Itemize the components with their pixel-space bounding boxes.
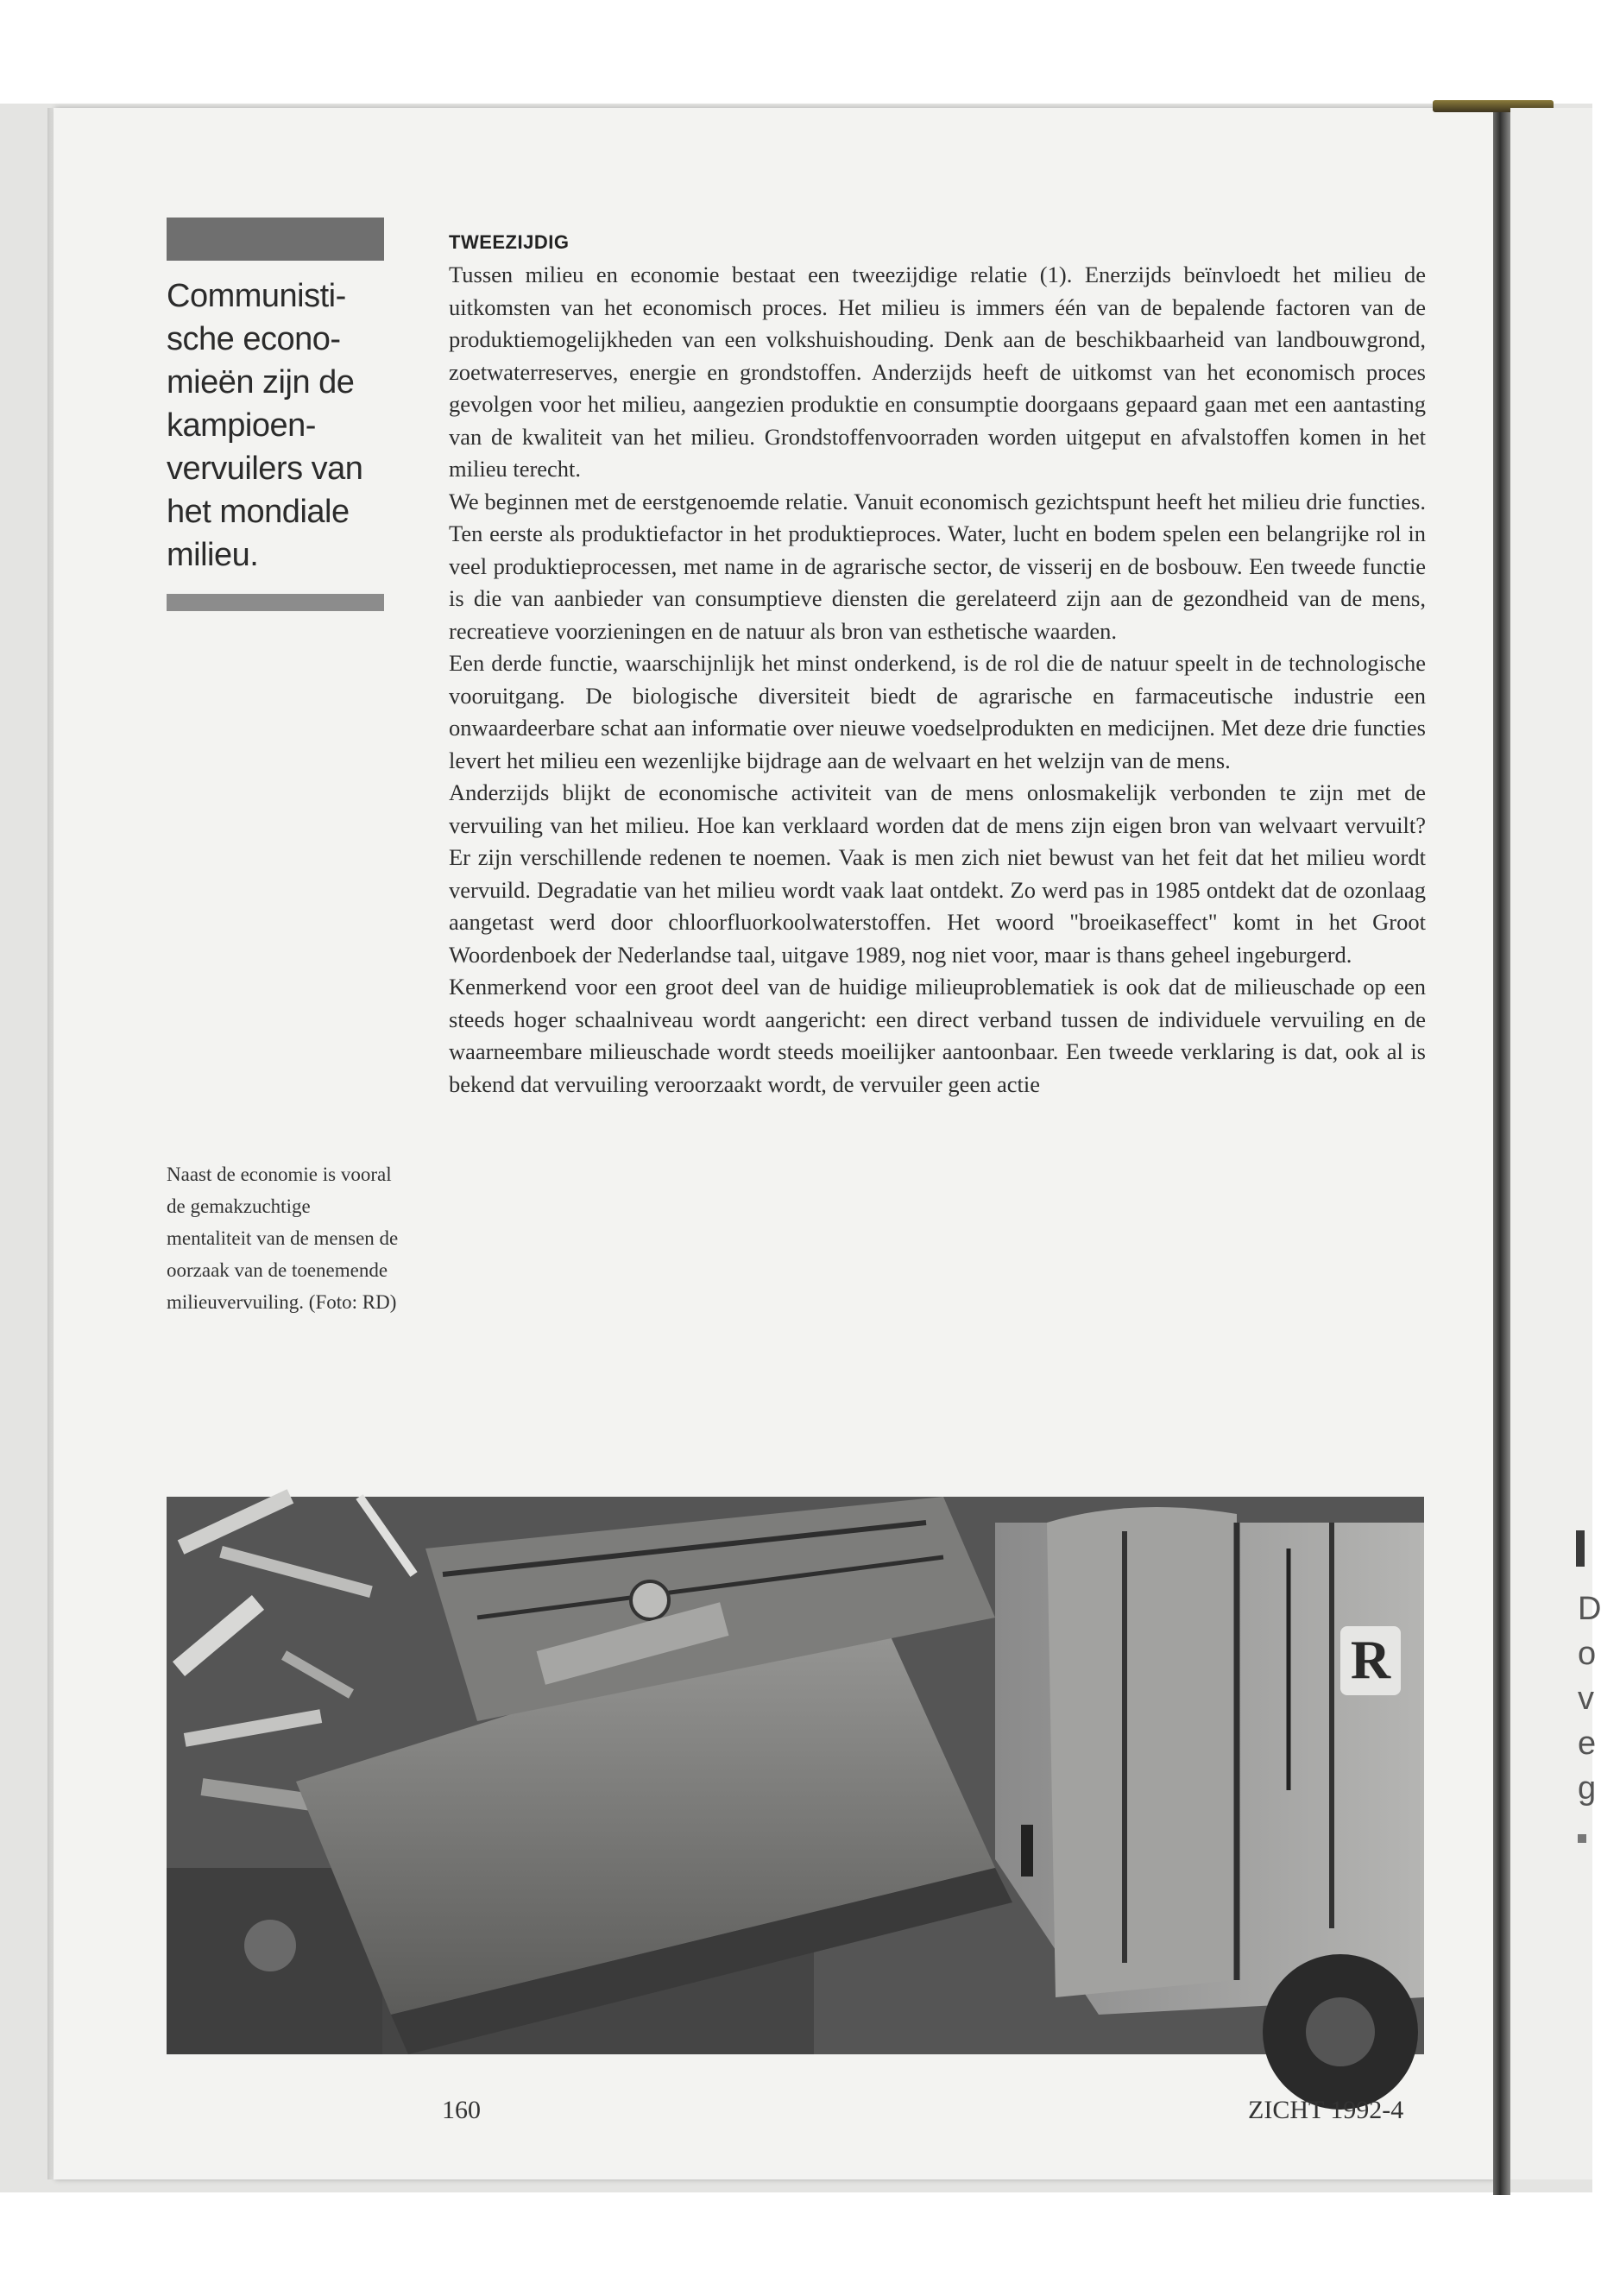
next-page-marker: [1578, 1834, 1586, 1843]
next-page-bar: [1576, 1530, 1585, 1567]
article-body: [449, 259, 1426, 1101]
pullquote-bar-top: [167, 218, 384, 261]
next-page-fragment: v: [1578, 1681, 1594, 1717]
page-number: 160: [442, 2096, 481, 2124]
paragraph: Kenmerkend voor een groot deel van de huidige milieuproblematiek is ook dat de milieuschade op een steeds hoger schaalniveau wordt aangericht: een direct verband tussen de individuele vervuiling en de waarneembare milieuschade wordt steeds moeilijker aantoonbaar. Een tweede verklaring is dat, ook al is bekend dat vervuiling veroorzaakt wordt, de vervuiler geen actie: [449, 974, 1426, 1097]
next-page-fragment: o: [1578, 1636, 1597, 1672]
truck-logo: R: [1350, 1629, 1391, 1690]
pullquote: Communisti-sche econo-mieën zijn de kampioen-vervuilers van het mondiale milieu.: [167, 278, 363, 573]
section-heading: TWEEZIJDIG: [449, 231, 570, 253]
paragraph: Anderzijds blijkt de economische activiteit van de mens onlosmakelijk verbonden te zijn met de vervuiling van het milieu. Hoe kan verklaard worden dat de mens zijn eigen bron van welvaart vervuilt? Er zijn verschillende redenen te noemen. Vaak is men zich niet bewust van het feit dat het milieu wordt vervuild. Degradatie van het milieu wordt vaak laat ontdekt. Zo werd pas in 1985 ontdekt dat de ozonlaag aangetast werd door chloorfluorkoolwaterstoffen. Het woord "broeikaseffect" komt in het Groot Woordenboek der Nederlandse taal, uitgave 1989, nog niet voor, maar is thans geheel ingeburgerd.: [449, 779, 1426, 968]
magazine-issue: ZICHT 1992-4: [1248, 2096, 1404, 2124]
next-page-fragment: g: [1578, 1770, 1597, 1807]
next-page-fragment: e: [1578, 1725, 1597, 1762]
photo-caption: Naast de economie is vooral de gemakzuchtige mentaliteit van de mensen de oorzaak van de toenemende milieuvervuiling. (Foto: RD): [167, 1164, 399, 1313]
book-gutter: [1493, 102, 1510, 2195]
paragraph: Tussen milieu en economie bestaat een tweezijdige relatie (1). Enerzijds beïnvloedt het milieu de uitkomsten van het economisch proces. Het milieu is immers één van de bepalende factoren van de produktiemogelijkheden van een volkshuishouding. Denk aan de beschikbaarheid van landbouwgrond, zoetwaterreserves, energie en grondstoffen. Anderzijds heeft de uitkomst van het economisch proces gevolgen voor het milieu, aangezien produktie en consumptie doorgaans gepaard gaan met een aantasting van de kwaliteit van het milieu. Grondstoffenvoorraden worden uitgeput en afvalstoffen komen in het milieu terecht.: [449, 262, 1426, 482]
garbage-truck-photo: [167, 1497, 1424, 2054]
paragraph: Een derde functie, waarschijnlijk het minst onderkend, is de rol die de natuur speelt in de technologische vooruitgang. De biologische diversiteit biedt de agrarische en farmaceutische industrie een onwaardeerbare schat aan informatie over nieuwe voedselprodukten en medicijnen. Met deze drie functies levert het milieu een wezenlijke bijdrage aan de welvaart en het welzijn van de mens.: [449, 650, 1426, 773]
paragraph: We beginnen met de eerstgenoemde relatie. Vanuit economisch gezichtspunt heeft het milieu drie functies. Ten eerste als produktiefactor in het produktieproces. Water, lucht en bodem spelen een belangrijke rol in veel produktieprocessen, met name in de agrarische sector, de visserij en de bosbouw. Een tweede functie is die van aanbieder van consumptieve diensten die gerelateerd zijn aan de gezondheid van de mens, recreatieve voorzieningen en de natuur als bron van esthetische waarden.: [449, 488, 1426, 644]
next-page-edge: [1510, 108, 1601, 2179]
pullquote-bar-bottom: [167, 594, 384, 611]
next-page-fragment: D: [1578, 1591, 1601, 1627]
